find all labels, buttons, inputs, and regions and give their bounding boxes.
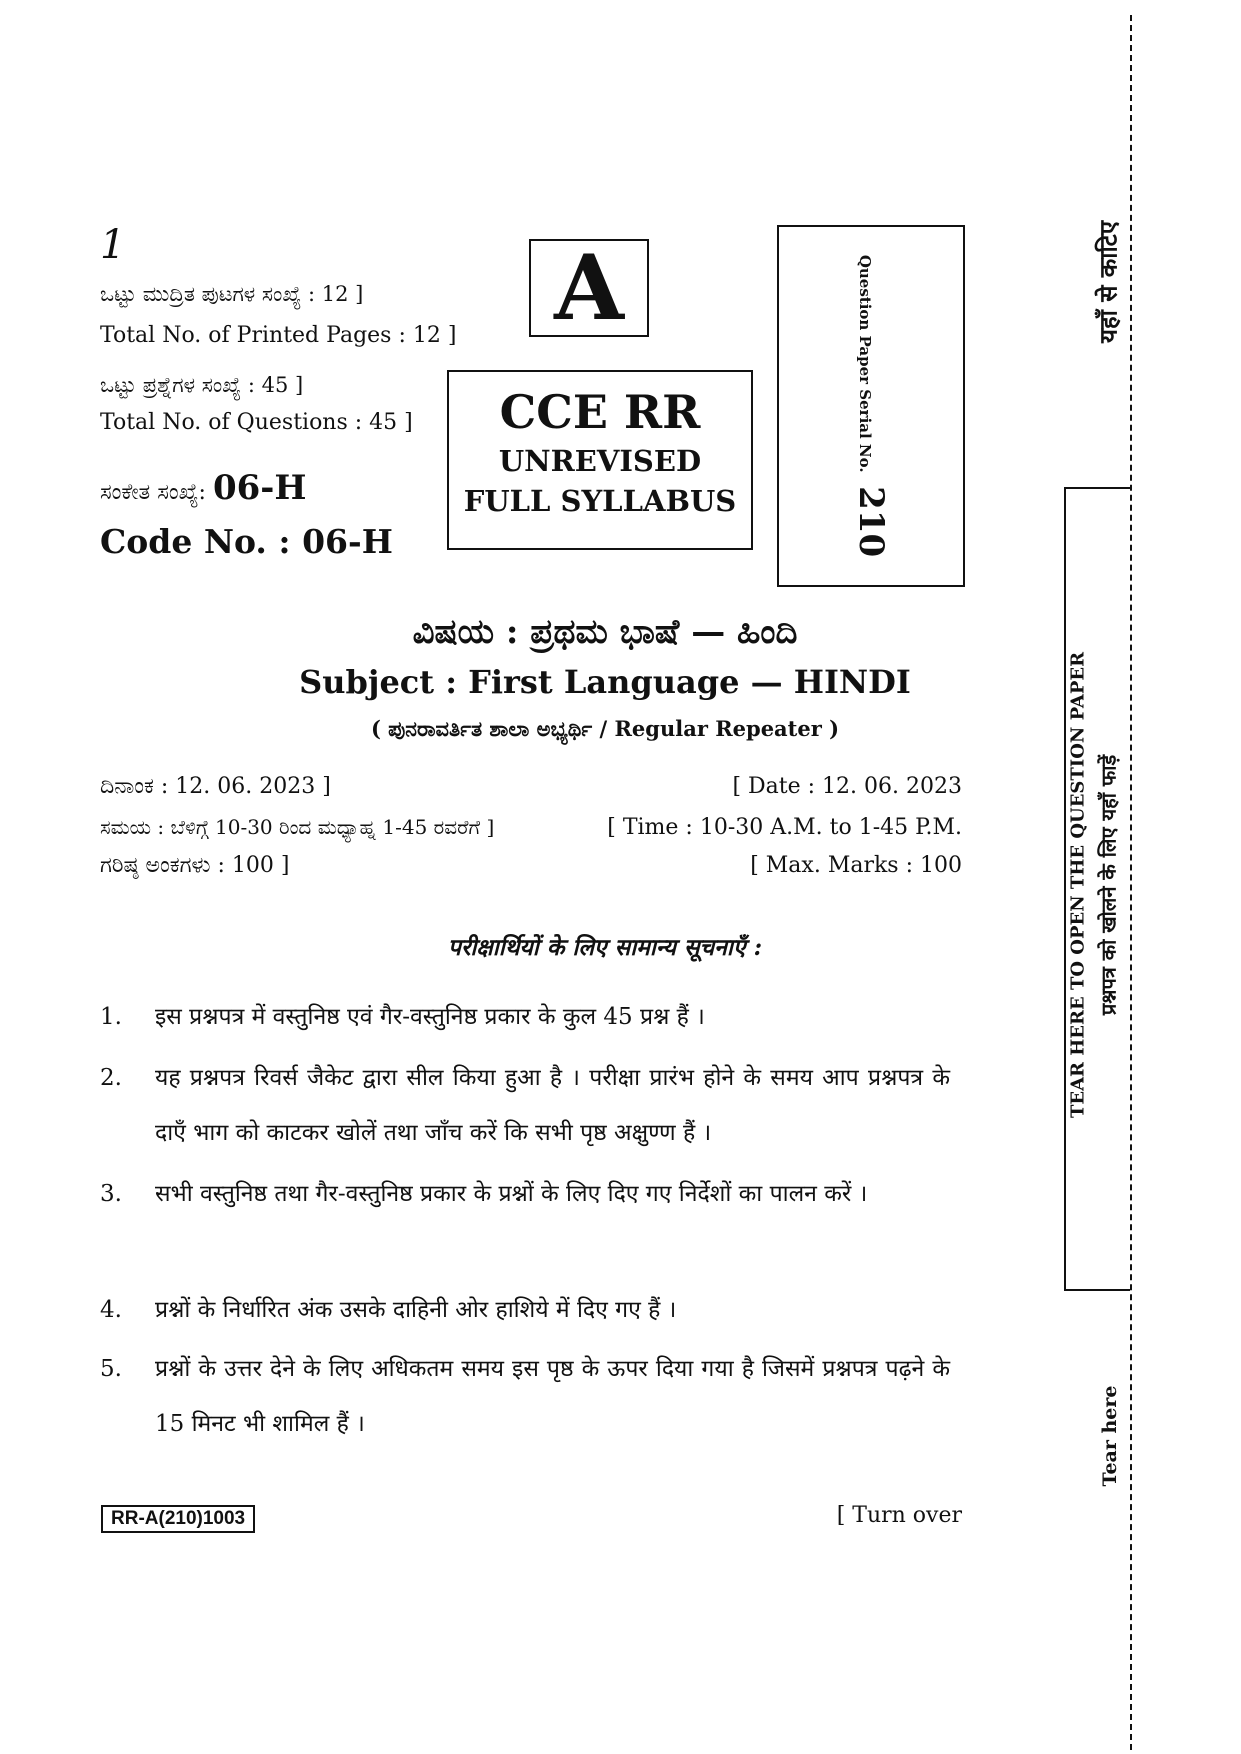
serial-text — [851, 255, 891, 557]
printed-pages-kn: ಒಟ್ಟು ಮುದ್ರಿತ ಪುಟಗಳ ಸಂಖ್ಯೆ : 12 ] — [100, 282, 364, 306]
code-value-kn: 06-H — [212, 468, 307, 508]
instructions-title: परीक्षार्थियों के लिए सामान्य सूचनाएँ : — [447, 934, 763, 961]
instruction-item — [100, 990, 950, 1045]
scheme-box — [447, 370, 753, 550]
instruction-number: 3. — [100, 1181, 122, 1207]
marks-en: [ Max. Marks : 100 — [750, 853, 962, 878]
instruction-item — [100, 1051, 950, 1161]
instruction-text: सभी वस्तुनिष्ठ तथा गैर-वस्तुनिष्ठ प्रकार के प्रश्नों के लिए दिए गए निर्देशों का पालन करें । — [155, 1181, 868, 1207]
instruction-number: 1. — [100, 1004, 122, 1030]
instruction-number: 2. — [100, 1065, 122, 1091]
code-number-en: Code No. : 06-H — [100, 522, 393, 561]
scheme-line-1: UNREVISED — [498, 443, 702, 478]
instruction-text: इस प्रश्नपत्र में वस्तुनिष्ठ एवं गैर-वस्तुनिष्ठ प्रकार के कुल 45 प्रश्न हैं । — [155, 1004, 705, 1030]
instruction-item — [100, 1283, 950, 1338]
total-questions-en: Total No. of Questions : 45 ] — [100, 410, 413, 435]
date-en: [ Date : 12. 06. 2023 — [732, 774, 962, 799]
tear-instruction-en: TEAR HERE TO OPEN THE QUESTION PAPER — [1067, 651, 1089, 1119]
serial-number: 210 — [851, 486, 891, 558]
instruction-item — [100, 1342, 950, 1452]
scheme-title: CCE RR — [499, 385, 701, 439]
scheme-line-2: FULL SYLLABUS — [463, 483, 737, 518]
time-kn: ಸಮಯ : ಬೆಳಿಗ್ಗೆ 10-30 ರಿಂದ ಮಧ್ಯಾಹ್ನ 1-45 ರವರೆಗೆ ] — [100, 815, 495, 839]
turn-over-note: [ Turn over — [836, 1503, 962, 1528]
candidate-type: ( ಪುನರಾವರ್ತಿತ ಶಾಲಾ ಅಭ್ಯರ್ಥಿ / Regular Repeater ) — [370, 716, 840, 741]
page-number: 1 — [100, 222, 126, 268]
tear-here-label: Tear here — [1099, 1385, 1121, 1487]
instruction-text: यह प्रश्नपत्र रिवर्स जैकेट द्वारा सील किया हुआ है । परीक्षा प्रारंभ होने के समय आप प्रश्नपत्र के दाएँ भाग को काटकर खोलें तथा जाँच करें कि सभी पृष्ठ अक्षुण्ण हैं । — [155, 1065, 950, 1146]
paper-code-box: RR-A(210)1003 — [101, 1505, 255, 1533]
instruction-text: प्रश्नों के उत्तर देने के लिए अधिकतम समय इस पृष्ठ के ऊपर दिया गया है जिसमें प्रश्नपत्र पढ़ने के 15 मिनट भी शामिल हैं । — [155, 1356, 950, 1437]
tear-instruction-hi: प्रश्नपत्र को खोलने के लिए यहाँ फाड़ें — [1096, 754, 1121, 1016]
total-questions-kn: ಒಟ್ಟು ಪ್ರಶ್ನೆಗಳ ಸಂಖ್ಯೆ : 45 ] — [100, 373, 304, 397]
code-label-kn: ಸಂಕೇತ ಸಂಖ್ಯೆ: — [100, 480, 206, 505]
printed-pages-en: Total No. of Printed Pages : 12 ] — [100, 323, 457, 348]
subject-kn: ವಿಷಯ : ಪ್ರಥಮ ಭಾಷೆ — ಹಿಂದಿ — [412, 612, 798, 652]
instruction-number: 4. — [100, 1297, 122, 1323]
tear-dashed-line — [1130, 15, 1132, 1750]
subject-en: Subject : First Language — HINDI — [299, 663, 911, 701]
instruction-text: प्रश्नों के निर्धारित अंक उसके दाहिनी ओर हाशिये में दिए गए हैं । — [155, 1297, 677, 1323]
marks-kn: ಗರಿಷ್ಠ ಅಂಕಗಳು : 100 ] — [100, 853, 290, 878]
instruction-item — [100, 1167, 950, 1222]
cut-here-label: यहाँ से काटिए — [1093, 220, 1123, 344]
serial-number-box — [777, 225, 965, 587]
date-kn: ದಿನಾಂಕ : 12. 06. 2023 ] — [100, 774, 331, 799]
serial-label: Question Paper Serial No. — [856, 254, 874, 473]
version-box: A — [529, 239, 649, 337]
time-en: [ Time : 10-30 A.M. to 1-45 P.M. — [607, 815, 962, 840]
code-number-kn — [100, 468, 307, 508]
instruction-number: 5. — [100, 1356, 122, 1382]
